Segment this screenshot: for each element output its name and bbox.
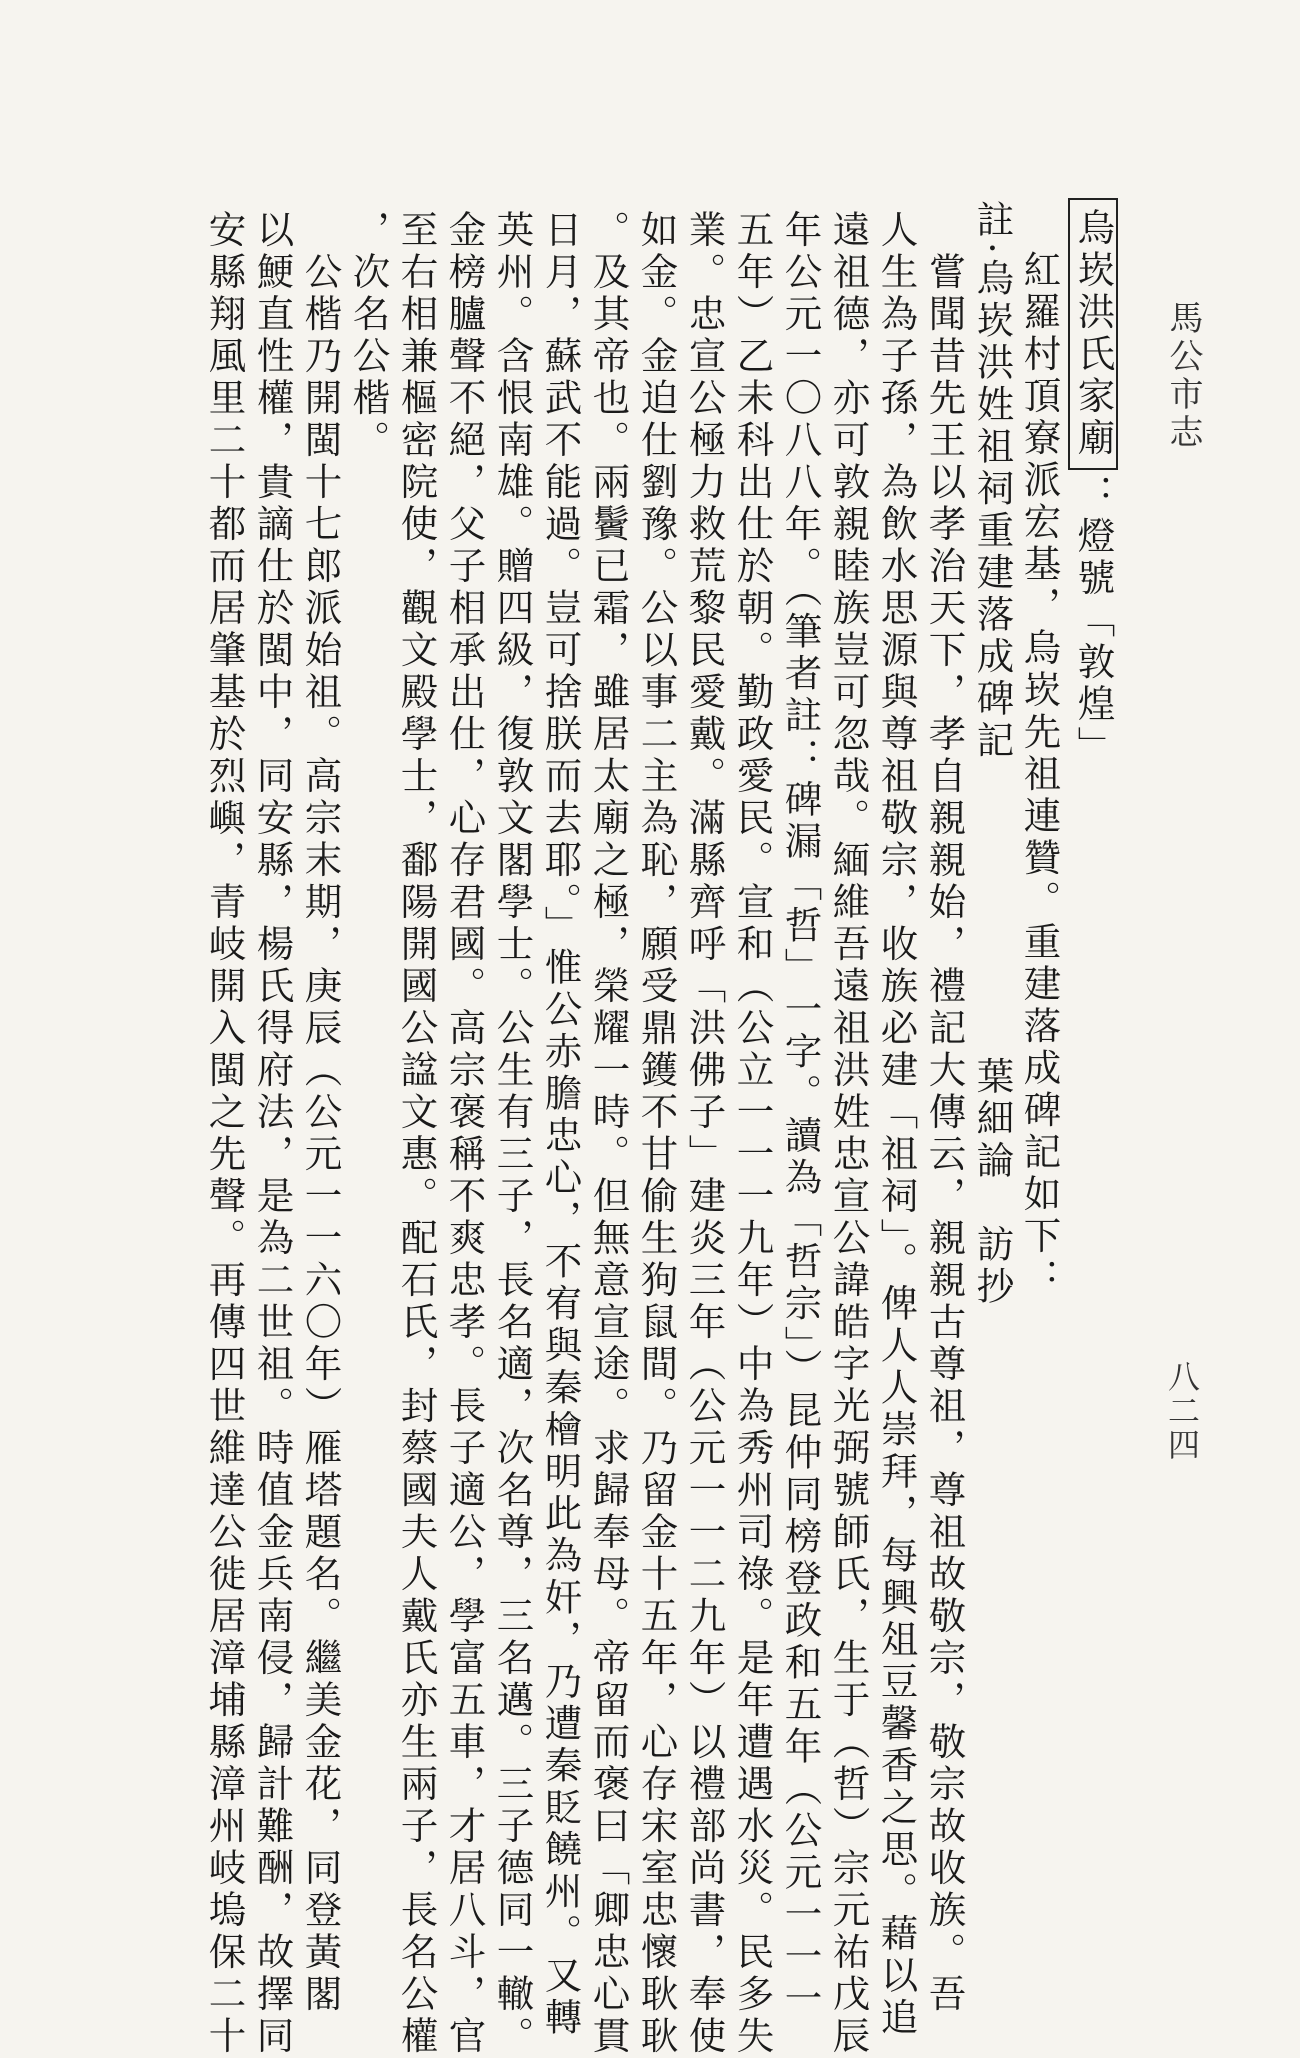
article-title: 烏崁洪氏家廟 (1068, 198, 1118, 470)
text-column: 安縣翔風里二十都而居肇基於烈嶼，青岐開入閩之先聲。再傳四世維達公徙居漳埔縣漳州岐塢保二十 (202, 210, 247, 2058)
text-column: 至右相兼樞密院使，觀文殿學士，鄱陽開國公諡文惠。配石氏，封蔡國夫人戴氏亦生兩子，長名公權 (394, 210, 439, 2058)
text-column: 五年）乙未科出仕於朝。勤政愛民。宣和（公立一一一九年）中為秀州司祿。是年遭遇水災。民多失 (730, 210, 775, 2058)
text-column: 英州。含恨南雄。贈四級，復敦文閣學士。公生有三子，長名適，次名尊，三名邁。三子德同一轍。 (490, 210, 535, 2058)
text-column: ，次名公楷。 (346, 210, 391, 462)
text-column: 以鯁直性權，貴謫仕於閩中，同安縣，楊氏得府法，是為二世祖。時值金兵南侵，歸計難酬，故擇同 (250, 210, 295, 2058)
text-column: 業。忠宣公極力救荒黎民愛戴。滿縣齊呼「洪佛子」建炎三年（公元一一二九年）以禮部尚書，奉使 (682, 210, 727, 2058)
text-column: 嘗聞昔先王以孝治天下，孝自親親始，禮記大傳云，親親古尊祖，尊祖故敬宗，敬宗故收族。吾 (922, 210, 967, 2016)
text-column: 如金。金迫仕劉豫。公以事二主為恥，願受鼎鑊不甘偷生狗鼠間。乃留金十五年，心存宋室忠懷耿耿 (634, 210, 679, 2058)
text-column: 金榜臚聲不絕，父子相承出仕，心存君國。高宗褒稱不爽忠孝。長子適公，學富五車，才居八斗，官 (442, 210, 487, 2058)
article-title-suffix: ：燈號「敦煌」 (1071, 474, 1116, 768)
running-head: 馬公市志 (1163, 300, 1203, 452)
text-column: 年公元一〇八八年。（筆者註：碑漏「哲」一字。讀為「哲宗」）昆仲同榜登政和五年（公元一一一 (778, 210, 823, 2021)
text-column: 日月，蘇武不能過。豈可捨朕而去耶。」惟公赤膽忠心，不宥與秦檜明此為奸，乃遭秦貶饒州。又轉 (538, 210, 583, 2040)
page-number: 八二四 (1163, 1360, 1201, 1462)
text-column: 註·烏崁洪姓祖祠重建落成碑記 葉細論 訪抄 (970, 200, 1015, 1309)
text-column: 遠祖德，亦可敦親睦族豈可忽哉。緬維吾遠祖洪姓忠宣公諱皓字光弼號師氏，生于（哲）宗元祐戊辰 (826, 210, 871, 2058)
text-column: 公楷乃開閩十七郎派始祖。高宗末期，庚辰（公元一一六〇年）雁塔題名。繼美金花，同登黃閣 (298, 210, 343, 2016)
text-column: 人生為子孫，為飲水思源與尊祖敬宗，收族必建「祖祠」。俾人人崇拜，每興俎豆馨香之思。藉以追 (874, 210, 919, 2040)
article-title-column (1068, 198, 1118, 768)
text-column: 紅羅村頂寮派宏基，烏崁先祖連贊。重建落成碑記如下： (1017, 250, 1062, 1300)
text-column: 。及其帝也。兩鬢已霜，雖居太廟之極，榮耀一時。但無意宣途。求歸奉母。帝留而褒曰「卿忠心貫 (586, 210, 631, 2058)
